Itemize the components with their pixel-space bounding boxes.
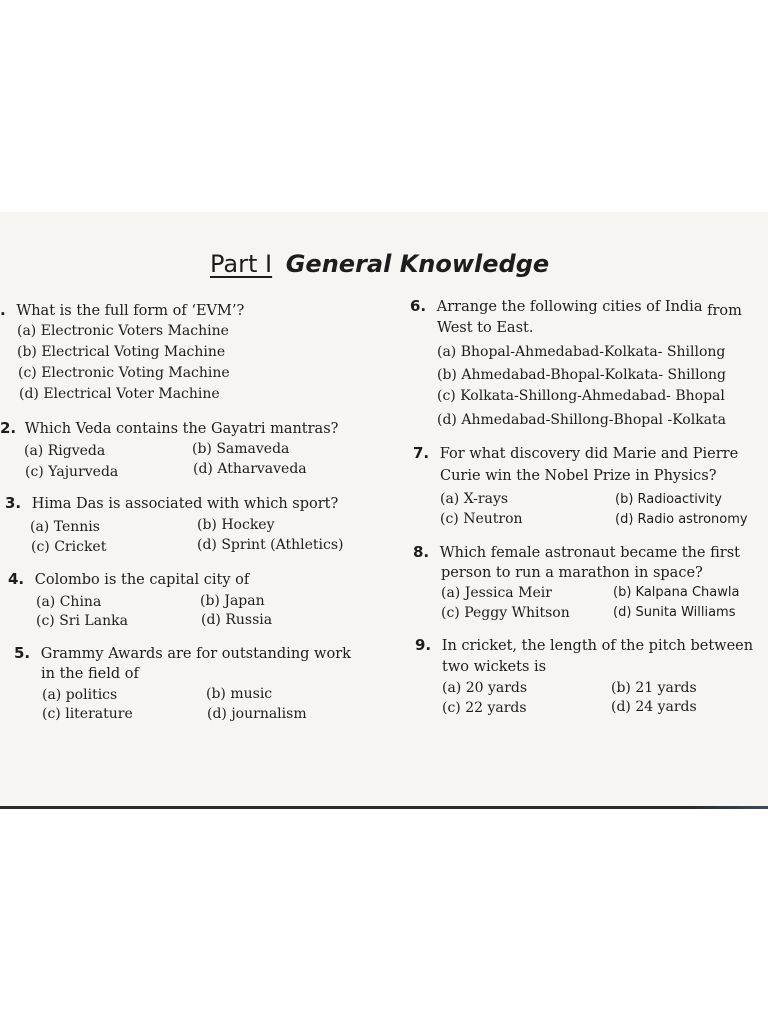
option-a: (a) Jessica Meir [441,585,552,601]
option-a: (a) 20 yards [442,680,528,696]
question-number: . [0,301,6,319]
option-d: (d) journalism [207,706,307,722]
option-c: (c) Yajurveda [25,464,119,480]
option-c: (c) Neutron [440,511,523,527]
question-4 [8,569,249,590]
option-d: (d) Electrical Voter Machine [19,386,220,402]
question-number: 6. [410,297,427,315]
question-number: 2. [0,419,17,437]
question-text-line-1: For what discovery did Marie and Pierre [439,446,739,462]
option-a: (a) China [36,594,102,610]
question-text-line-1: Which female astronaut became the first [439,545,740,561]
option-a: (a) X-rays [440,491,509,507]
question-7 [413,443,738,464]
option-d: (d) Russia [201,612,273,628]
option-a: (a) Electronic Voters Machine [17,323,229,339]
option-a: (a) Bhopal-Ahmedabad-Kolkata- Shillong [437,344,726,360]
option-b: (b) Kalpana Chawla [613,585,740,600]
question-text: Which Veda contains the Gayatri mantras? [24,421,339,437]
option-b: (b) Ahmedabad-Bhopal-Kolkata- Shillong [437,367,727,383]
option-c: (c) Cricket [31,539,107,555]
option-d: (d) Atharvaveda [193,461,307,477]
option-a: (a) Rigveda [24,443,106,459]
section-title: General Knowledge [285,250,550,278]
question-number: 3. [5,494,22,512]
question-9 [415,635,753,656]
option-c: (c) Kolkata-Shillong-Ahmedabad- Bhopal [437,388,725,404]
section-heading [210,250,549,278]
question-number: 9. [415,636,432,654]
option-d: (d) Sprint (Athletics) [197,537,344,553]
question-1 [0,300,244,321]
question-text: Hima Das is associated with which sport? [31,496,339,512]
option-b: (b) Hockey [197,517,275,533]
question-number: 5. [14,644,31,662]
question-text-line-2: Curie win the Nobel Prize in Physics? [440,468,717,484]
option-d: (d) Ahmedabad-Shillong-Bhopal -Kolkata [437,412,727,428]
part-label: Part I [210,250,273,278]
question-number: 8. [413,543,430,561]
option-c: (c) 22 yards [442,700,527,716]
option-b: (b) 21 yards [611,680,697,696]
question-text-line-1: Grammy Awards are for outstanding work [40,646,351,662]
question-text: What is the full form of ‘EVM’? [16,303,245,319]
option-c: (c) literature [42,706,133,722]
option-a: (a) Tennis [30,519,100,535]
option-b: (b) Radioactivity [615,492,722,507]
question-text-line-1-tail: from [707,303,742,319]
option-a: (a) politics [42,687,118,703]
option-d: (d) Radio astronomy [615,512,748,527]
option-d: (d) Sunita Williams [613,605,736,620]
question-text-line-2: two wickets is [442,659,547,675]
option-b: (b) music [206,686,273,702]
question-text: Colombo is the capital city of [34,572,250,588]
question-3 [5,493,338,514]
option-c: (c) Electronic Voting Machine [18,365,230,381]
option-b: (b) Samaveda [192,441,290,457]
option-c: (c) Peggy Whitson [441,605,570,621]
question-text-line-1: In cricket, the length of the pitch between [441,638,754,654]
question-5 [14,643,351,664]
question-text-line-2: in the field of [41,666,139,682]
question-2 [0,418,338,439]
option-b: (b) Japan [200,593,265,609]
question-number: 4. [8,570,25,588]
question-text-line-2: West to East. [437,320,534,336]
question-number: 7. [413,444,430,462]
question-6 [410,296,742,317]
option-c: (c) Sri Lanka [36,613,128,629]
question-text-line-1: Arrange the following cities of India [436,299,703,315]
question-text-line-2: person to run a marathon in space? [441,565,703,581]
background-below-page [0,809,768,1024]
question-8 [413,542,740,563]
option-d: (d) 24 yards [611,699,697,715]
option-b: (b) Electrical Voting Machine [17,344,226,360]
